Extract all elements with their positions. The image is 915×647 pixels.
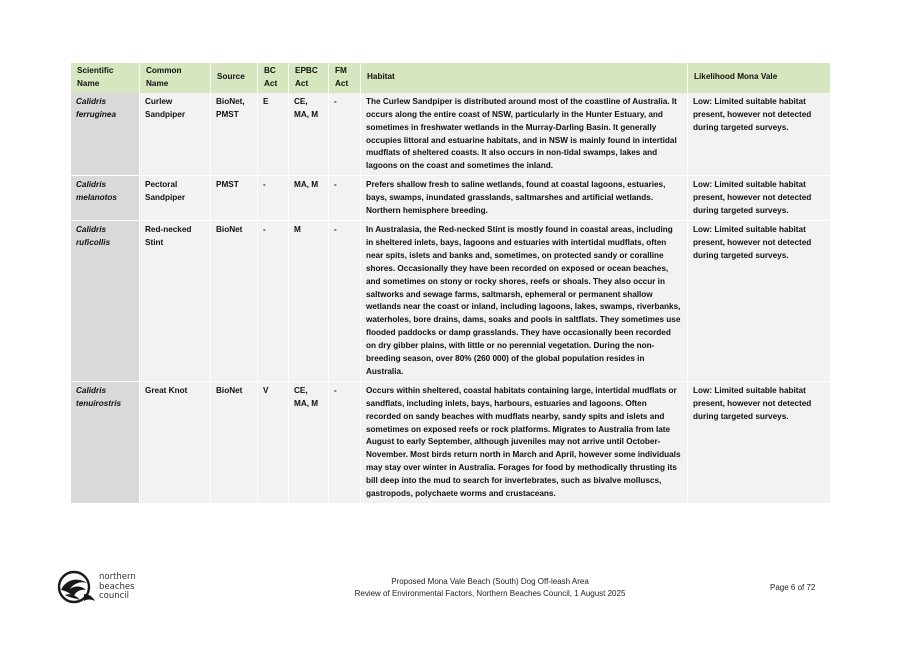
bc-act-cell: V	[258, 382, 288, 504]
table-header-row	[71, 63, 830, 93]
common-name-cell: Curlew Sandpiper	[140, 93, 210, 176]
table-row	[71, 382, 830, 504]
common-name-cell: Pectoral Sandpiper	[140, 176, 210, 221]
common-name-cell: Red-necked Stint	[140, 221, 210, 382]
scientific-name-cell: Calidris ferruginea	[71, 93, 139, 176]
northern-beaches-council-logo-icon	[56, 570, 96, 606]
document-title	[330, 576, 650, 600]
source-cell: BioNet, PMST	[211, 93, 257, 176]
page-number: Page 6 of 72	[770, 583, 816, 592]
common-name-cell: Great Knot	[140, 382, 210, 504]
habitat-cell: Prefers shallow fresh to saline wetlands, found at coastal lagoons, estuaries, bays, swamps, inundated grasslands, saltmarshes and artificial wetlands. Northern hemisphere breeding.	[361, 176, 687, 221]
bc-act-cell: E	[258, 93, 288, 176]
bc-act-cell: -	[258, 176, 288, 221]
bc-act-cell: -	[258, 221, 288, 382]
header-epbc-act: EPBC Act	[289, 63, 328, 93]
fm-act-cell: -	[329, 382, 360, 504]
likelihood-cell: Low: Limited suitable habitat present, however not detected during targeted surveys.	[688, 93, 830, 176]
fm-act-cell: -	[329, 93, 360, 176]
header-common-name: Common Name	[140, 63, 210, 93]
source-cell: BioNet	[211, 221, 257, 382]
page-footer	[0, 570, 915, 610]
logo-text-line: beaches	[99, 581, 135, 592]
header-habitat: Habitat	[361, 63, 687, 93]
likelihood-cell: Low: Limited suitable habitat present, however not detected during targeted surveys.	[688, 221, 830, 382]
habitat-cell: Occurs within sheltered, coastal habitats containing large, intertidal mudflats or sandflats, including inlets, bays, harbours, estuaries and lagoons. Often recorded on sandy beaches with mudflats nearby, sandy spits and islets and sometimes on exposed reefs or rock platforms. Migrates to Australia from late August to early September, although juveniles may not arrive until October- November. Most birds return north in March and April, however some individuals may stay over winter in Australia. Forages for food by methodically thrusting its bill deep into the mud to search for invertebrates, such as bivalve molluscs, gastropods, polychaete worms and crustaceans.	[361, 382, 687, 504]
fm-act-cell: -	[329, 176, 360, 221]
table-row	[71, 176, 830, 221]
table-row	[71, 221, 830, 382]
likelihood-cell: Low: Limited suitable habitat present, however not detected during targeted surveys.	[688, 382, 830, 504]
scientific-name-cell: Calidris ruficollis	[71, 221, 139, 382]
habitat-cell: The Curlew Sandpiper is distributed around most of the coastline of Australia. It occurs along the entire coast of NSW, particularly in the Hunter Estuary, and sometimes in freshwater wetlands in the Murray-Darling Basin. It generally occupies littoral and estuarine habitats, and in NSW is mainly found in intertidal mudflats of sheltered coasts. It also occurs in non-tidal swamps, lakes and lagoons on the coast and sometimes the inland.	[361, 93, 687, 176]
source-cell: BioNet	[211, 382, 257, 504]
document-title-line: Proposed Mona Vale Beach (South) Dog Off-leash Area	[391, 577, 589, 586]
scientific-name-cell: Calidris melanotos	[71, 176, 139, 221]
header-fm-act: FM Act	[329, 63, 360, 93]
header-source: Source	[211, 63, 257, 93]
table-row	[71, 93, 830, 176]
habitat-cell: In Australasia, the Red-necked Stint is mostly found in coastal areas, including in sheltered inlets, bays, lagoons and estuaries with intertidal mudflats, often near spits, islets and banks and, sometimes, on protected sandy or coralline shores. Occasionally they have been recorded on exposed or ocean beaches, and sometimes on stony or rocky shores, reefs or shoals. They also occur in saltworks and sewage farms, saltmarsh, ephemeral or permanent shallow wetlands near the coast or inland, including lagoons, lakes, swamps, riverbanks, waterholes, bore drains, dams, soaks and pools in saltflats. They sometimes use flooded paddocks or damp grasslands. They have occasionally been recorded on dry gibber plains, with little or no perennial vegetation. During the non-breeding season, over 80% (260 000) of the global population resides in Australia.	[361, 221, 687, 382]
source-cell: PMST	[211, 176, 257, 221]
species-table	[70, 63, 831, 504]
epbc-act-cell: MA, M	[289, 176, 328, 221]
document-subtitle-line: Review of Environmental Factors, Northern Beaches Council, 1 August 2025	[354, 589, 626, 598]
logo-text-line: northern	[99, 572, 136, 582]
header-scientific-name: Scientific Name	[71, 63, 139, 93]
epbc-act-cell: M	[289, 221, 328, 382]
council-logo	[56, 570, 156, 606]
logo-text-line: council	[99, 591, 130, 602]
fm-act-cell: -	[329, 221, 360, 382]
header-bc-act: BC Act	[258, 63, 288, 93]
epbc-act-cell: CE, MA, M	[289, 93, 328, 176]
epbc-act-cell: CE, MA, M	[289, 382, 328, 504]
likelihood-cell: Low: Limited suitable habitat present, however not detected during targeted surveys.	[688, 176, 830, 221]
header-likelihood: Likelihood Mona Vale	[688, 63, 830, 93]
scientific-name-cell: Calidris tenuirostris	[71, 382, 139, 504]
